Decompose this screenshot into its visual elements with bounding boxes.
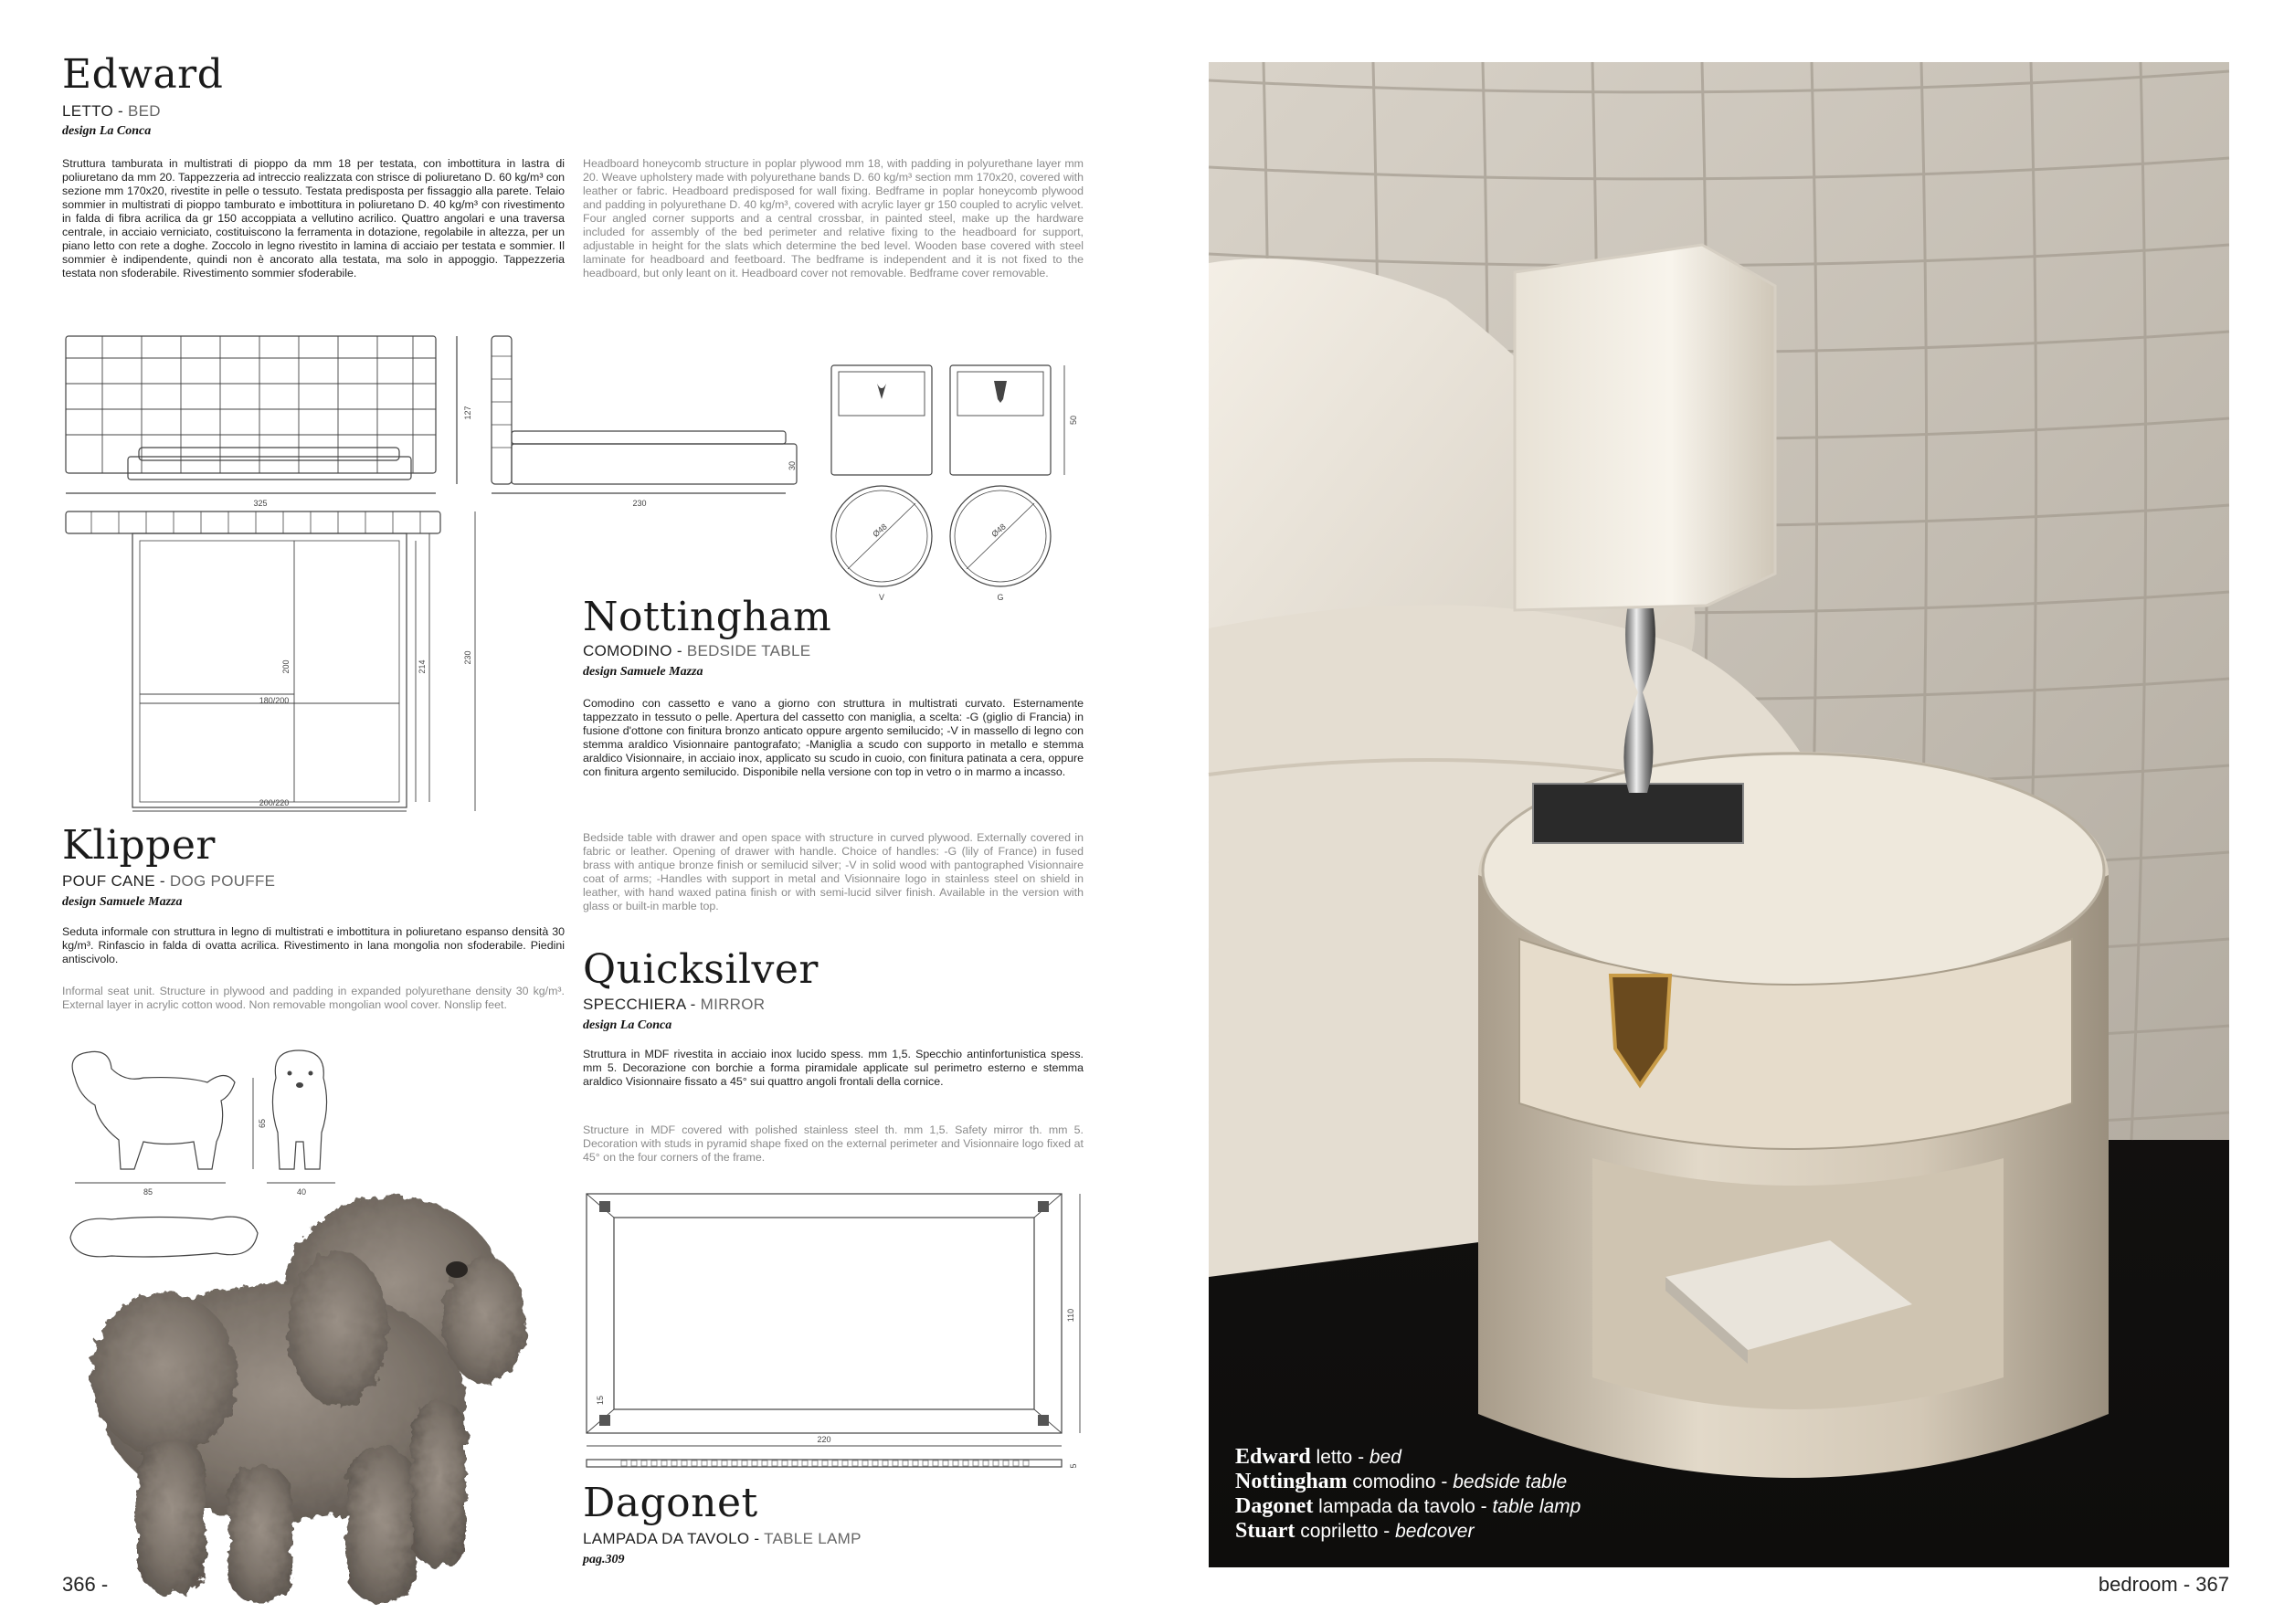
quicksilver-dim-depth: 5 xyxy=(1069,1463,1078,1469)
dagonet-title: Dagonet xyxy=(583,1480,758,1526)
edward-headboard-side xyxy=(492,336,512,484)
quicksilver-corner-logo-icon xyxy=(599,1201,1049,1426)
edward-subtitle xyxy=(62,102,161,121)
edward-description-it: Struttura tamburata in multistrati di pioppo da mm 18 per testata, con imbottitura in lastra di poliuretano da mm 20. Tappezzeria ad intreccio realizzata con strisce di poliuretano D. 60 kg/m³ con sezione mm 170x20, rivestite in pelle o tessuto. Testata predisposta per fissaggio alla parete. Telaio sommier in multistrati di pioppo tamburato e imbottitura in poliuretano D. 40 kg/m³ con rivestimento in falda di fibra acrilica da gr 150 accoppiata a vellutino acrilico. Quattro angolari e una traversa centrale, in acciaio verniciato, costituiscono la ferramenta in dotazione, regolabile in altezza, per un piano letto con rete a doghe. Zoccolo in legno rivestito in lamina di acciaio per testata e sommier. Il sommier è indipendente, quindi non è ancorato alla testata, ma solo in appoggio. Tappezzeria testata non sfoderabile. Rivestimento sommier sfoderabile. xyxy=(62,157,565,279)
edward-dim-height: 127 xyxy=(463,406,472,420)
quicksilver-type-en: MIRROR xyxy=(700,996,766,1013)
nottingham-description-en: Bedside table with drawer and open space with structure in curved plywood. Externally covered in fabric or leather. Opening of drawer with handle. Choice of handles: -G (lily of France) in fused brass with antique bronze finish or semilucid silver; -V in solid wood with pantographed Visionnaire coat of arms; -Handles with support in metal and Visionnaire logo in stainless steel on shield in leather, with hand waxed patina finish or with semi-lucid silver finish. Available in the version with glass or built-in marble top. xyxy=(583,831,1084,912)
klipper-product-photo xyxy=(64,1192,539,1621)
edward-dim-side-length: 230 xyxy=(632,499,647,508)
quicksilver-frame-outer xyxy=(587,1194,1062,1433)
nottingham-front-g xyxy=(831,365,932,475)
edward-bed-plan xyxy=(132,533,407,807)
edward-bedframe-side xyxy=(512,444,797,484)
dagonet-subtitle xyxy=(583,1530,862,1548)
klipper-front-outline xyxy=(272,1050,326,1169)
edward-dim-plan-total: 230 xyxy=(463,650,472,665)
klipper-title: Klipper xyxy=(62,822,216,869)
quicksilver-title: Quicksilver xyxy=(583,946,819,993)
edward-description-en: Headboard honeycomb structure in poplar plywood mm 18, with padding in polyurethane layer mm 20. Weave upholstery made with polyurethane bands D. 60 kg/m³ section mm 170x20, covered with leather or fabric. Headboard predisposed for wall fixing. Bedframe in poplar honeycomb plywood and padding in polyurethane D. 40 kg/m³, covered with acrylic layer gr 150 coupled to acrylic velvet. Four angled corner supports and a central crossbar, in painted steel, make up the hardware included for assembly of the bed perimeter and relative fixing to the headboard for support, adjustable in height for the slats which determine the bed level. Wooden base covered with steel laminate for headboard and feetboard. The bedframe is independent and it is not fixed to the headboard, but only leant on it. Headboard cover not removable. Bedframe cover removable. xyxy=(583,157,1084,279)
quicksilver-dim-width: 220 xyxy=(817,1435,831,1444)
klipper-side-outline xyxy=(72,1051,235,1169)
left-page-number: 366 - xyxy=(62,1573,109,1596)
caption-edward-it: letto xyxy=(1316,1447,1353,1468)
lamp-shade xyxy=(1515,245,1775,610)
dagonet-type-en: TABLE LAMP xyxy=(764,1530,862,1547)
nottingham-designer: design Samuele Mazza xyxy=(583,665,703,679)
edward-type-en: BED xyxy=(128,102,161,120)
caption-line-dagonet xyxy=(1235,1494,1581,1519)
quicksilver-mirror-glass xyxy=(614,1218,1034,1409)
bedroom-scene xyxy=(1209,62,2229,1567)
caption-dagonet-it: lampada da tavolo xyxy=(1318,1496,1475,1517)
klipper-dim-width: 40 xyxy=(296,1187,307,1197)
caption-dagonet-name: Dagonet xyxy=(1235,1494,1314,1518)
edward-dim-side-height: 30 xyxy=(788,460,797,471)
edward-headboard-front xyxy=(66,336,436,473)
caption-nottingham-en: bedside table xyxy=(1453,1471,1568,1492)
klipper-subtitle xyxy=(62,872,275,891)
caption-edward-sep: - xyxy=(1352,1447,1369,1468)
quicksilver-dim-border: 15 xyxy=(596,1395,605,1406)
caption-stuart-sep: - xyxy=(1378,1521,1396,1542)
edward-pillow xyxy=(139,448,399,460)
caption-line-nottingham xyxy=(1235,1470,1581,1494)
bedroom-photo xyxy=(1209,62,2229,1567)
nottingham-handle-g: G xyxy=(997,593,1004,602)
nottingham-handle-v: V xyxy=(878,593,885,602)
nottingham-subtitle xyxy=(583,642,810,660)
caption-nottingham-name: Nottingham xyxy=(1235,1470,1348,1493)
right-page-number: bedroom - 367 xyxy=(2098,1573,2229,1596)
nottingham-dim-height: 50 xyxy=(1069,415,1078,426)
dagonet-page-ref: pag.309 xyxy=(583,1553,625,1566)
quicksilver-subtitle xyxy=(583,996,765,1014)
edward-dim-width: 325 xyxy=(253,499,268,508)
edward-dim-plan-outer: 200/220 xyxy=(259,798,290,807)
edward-dim-plan-width: 180/200 xyxy=(259,696,290,705)
caption-dagonet-en: table lamp xyxy=(1492,1496,1581,1517)
nottingham-technical-drawing xyxy=(822,361,1087,612)
nottingham-shield-handle-icon xyxy=(994,381,1007,403)
nottingham-type-sep: - xyxy=(671,642,687,659)
klipper-description-en: Informal seat unit. Structure in plywood and padding in expanded polyurethane density 30 kg/m³. External layer in acrylic cotton wood. Non removable mongolian wool cover. Nonslip feet. xyxy=(62,985,565,1011)
quicksilver-description-en: Structure in MDF covered with polished stainless steel th. mm 1,5. Safety mirror th. mm 5. Decoration with studs in pyramid shape fixed on the external perimeter and Visionnaire logo fixed at 45° on the four corners of the frame. xyxy=(583,1123,1084,1164)
nottingham-description-it: Comodino con cassetto e vano a giorno con struttura in multistrati curvato. Esternamente tappezzato in tessuto o pelle. Apertura del cassetto con maniglia, a scelta: -G (giglio di Francia) in fusione d'ottone con finitura bronzo anticato oppure argento semilucido; -V in massello di legno con stemma araldico Visionnaire pantografato; -Maniglia a scudo con supporto in metallo e stemma araldico Visionnaire, in acciaio inox, applicato su scudo in cuoio, con finitura patinata a cera, oppure con finitura argento semilucido. Disponibile nella versione con top in vetro o in marmo a incasso. xyxy=(583,697,1084,778)
edward-title: Edward xyxy=(62,51,224,98)
dagonet-type-sep: - xyxy=(749,1530,765,1547)
quicksilver-type-it: SPECCHIERA xyxy=(583,996,686,1013)
quicksilver-designer: design La Conca xyxy=(583,1018,672,1032)
photo-caption xyxy=(1235,1445,1581,1544)
nottingham-type-en: BEDSIDE TABLE xyxy=(686,642,811,659)
klipper-dim-height: 65 xyxy=(258,1118,267,1129)
caption-edward-name: Edward xyxy=(1235,1445,1311,1469)
edward-designer: design La Conca xyxy=(62,124,152,138)
edward-type-sep: - xyxy=(112,102,128,120)
klipper-type-sep: - xyxy=(154,872,170,890)
caption-stuart-it: copriletto xyxy=(1300,1521,1379,1542)
quicksilver-description-it: Struttura in MDF rivestita in acciaio inox lucido spess. mm 1,5. Specchio antinfortunistica spess. mm 5. Decorazione con borchie a forma piramidale applicate sul perimetro esterno e stemma araldico Visionnaire fissato a 45° sui quattro angoli frontali della cornice. xyxy=(583,1048,1084,1088)
caption-dagonet-sep: - xyxy=(1475,1496,1493,1517)
klipper-type-en: DOG POUFFE xyxy=(169,872,276,890)
klipper-type-it: POUF CANE xyxy=(62,872,155,890)
nottingham-lily-handle-icon xyxy=(877,384,886,399)
quicksilver-type-sep: - xyxy=(685,996,701,1013)
edward-headboard-plan xyxy=(66,511,440,533)
edward-type-it: LETTO xyxy=(62,102,113,120)
caption-line-edward xyxy=(1235,1445,1581,1470)
nottingham-type-it: COMODINO xyxy=(583,642,672,659)
caption-nottingham-it: comodino xyxy=(1352,1471,1436,1492)
caption-nottingham-sep: - xyxy=(1435,1471,1454,1492)
caption-line-stuart xyxy=(1235,1519,1581,1544)
edward-dim-plan-height: 200 xyxy=(281,659,291,674)
caption-edward-en: bed xyxy=(1369,1447,1401,1468)
klipper-dim-length: 85 xyxy=(143,1187,153,1197)
dagonet-type-it: LAMPADA DA TAVOLO xyxy=(583,1530,750,1547)
nottingham-dim-diameter-1: Ø48 xyxy=(871,522,889,540)
quicksilver-studs xyxy=(621,1461,1029,1466)
edward-dim-plan-height2: 214 xyxy=(418,659,427,674)
nottingham-title: Nottingham xyxy=(583,594,832,640)
quicksilver-technical-drawing xyxy=(576,1183,1096,1475)
nottingham-dim-diameter-2: Ø48 xyxy=(989,522,1008,540)
quicksilver-dim-height: 110 xyxy=(1066,1308,1075,1323)
caption-stuart-name: Stuart xyxy=(1235,1519,1295,1543)
klipper-designer: design Samuele Mazza xyxy=(62,895,183,909)
klipper-description-it: Seduta informale con struttura in legno di multistrati e imbottitura in poliuretano espanso densità 30 kg/m³. Rinfascio in falda di ovatta acrilica. Rivestimento in lana mongolia non sfoderabile. Piedini antiscivolo. xyxy=(62,925,565,965)
caption-stuart-en: bedcover xyxy=(1395,1521,1475,1542)
